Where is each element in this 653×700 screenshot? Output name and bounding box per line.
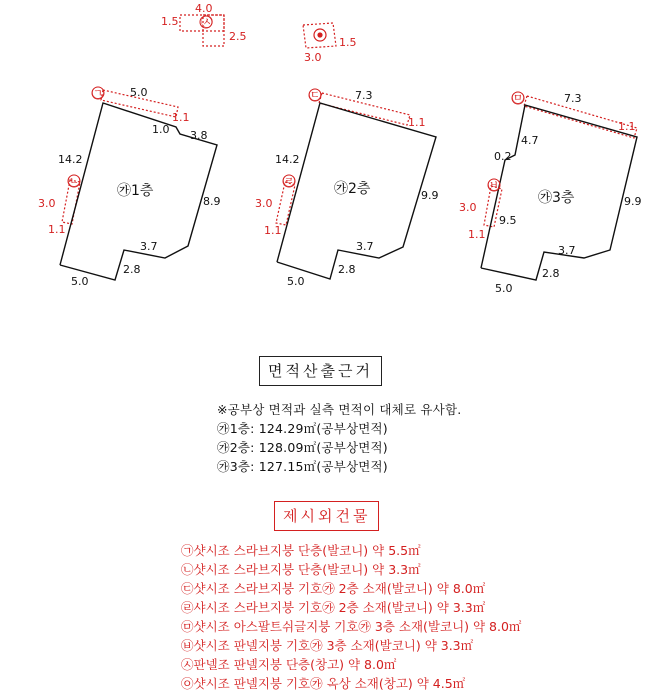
floor-plan-drawing <box>0 0 653 310</box>
plan-1-dim-top-ext: 1.1 <box>172 111 190 124</box>
storage-a-dim-left: 1.5 <box>161 15 179 28</box>
balcony-1-b-mark: ㉡ <box>68 174 81 188</box>
plan-floor-3 <box>459 91 642 295</box>
storage-a-dim-top: 4.0 <box>195 2 213 15</box>
plan-2-dim-notch-top: 3.7 <box>356 240 374 253</box>
excluded-item-8: ㉧샷시조 판넬지붕 기호㉮ 옥상 소재(창고) 약 4.5㎡ <box>181 676 466 691</box>
plan-1-dim-notch-top: 3.7 <box>140 240 158 253</box>
storage-b-dim-bottom: 3.0 <box>304 51 322 64</box>
plan-1-dim-balcony-depth: 1.1 <box>48 223 66 236</box>
plan-1-dim-step: 1.0 <box>152 123 170 136</box>
plan-2-dim-notch-side: 2.8 <box>338 263 356 276</box>
plan-3-dim-balcony-len: 3.0 <box>459 201 477 214</box>
plan-2-dim-balcony-depth: 1.1 <box>264 224 282 237</box>
excluded-item-4: ㉣샤시조 스라브지붕 기호㉮ 2층 소재(발코니) 약 3.3㎡ <box>181 600 486 615</box>
plan-3-dim-left: 9.5 <box>499 214 517 227</box>
area-basis-title: 면적산출근거 <box>259 356 382 386</box>
plan-3-dim-top: 7.3 <box>564 92 582 105</box>
storage-b <box>303 23 357 64</box>
excluded-item-1: ㉠샷시조 스라브지붕 단층(발코니) 약 5.5㎡ <box>181 543 421 558</box>
excluded-item-3: ㉢샷시조 스라브지붕 기호㉮ 2층 소재(발코니) 약 8.0㎡ <box>181 581 486 596</box>
plan-2-label: ㉮2층 <box>334 181 371 197</box>
plan-floor-2 <box>255 88 439 288</box>
plan-2-dim-balcony-len: 3.0 <box>255 197 273 210</box>
plan-1-dim-left: 14.2 <box>58 153 83 166</box>
excluded-buildings-title: 제시외건물 <box>274 501 379 531</box>
balcony-2-a-mark: ㉢ <box>309 88 322 102</box>
balcony-1-a-mark: ㉠ <box>92 86 105 100</box>
plan-1-dim-right: 8.9 <box>203 195 221 208</box>
plan-3-dim-balcony-depth: 1.1 <box>468 228 486 241</box>
plan-3-label: ㉮3층 <box>538 190 575 206</box>
plan-2-dim-right: 9.9 <box>421 189 439 202</box>
plan-1-dim-notch-side: 2.8 <box>123 263 141 276</box>
plan-3-dim-notch-top: 3.7 <box>558 244 576 257</box>
storage-b-dim-right: 1.5 <box>339 36 357 49</box>
area-basis-line-2: ㉮2층: 128.09㎡(공부상면적) <box>217 440 388 455</box>
balcony-2-b-mark: ㉣ <box>283 174 296 188</box>
plan-3-dim-right: 9.9 <box>624 195 642 208</box>
balcony-3-a-mark: ㉤ <box>512 91 525 105</box>
storage-b-mark-dot <box>317 32 322 37</box>
plan-3-dim-top-ext: 1.1 <box>618 120 636 133</box>
storage-a <box>161 2 247 46</box>
plan-1-dim-bottom: 5.0 <box>71 275 89 288</box>
plan-2-dim-bottom: 5.0 <box>287 275 305 288</box>
plan-3-dim-bottom: 5.0 <box>495 282 513 295</box>
area-basis-line-3: ㉮3층: 127.15㎡(공부상면적) <box>217 459 388 474</box>
plan-2-dim-left: 14.2 <box>275 153 300 166</box>
plan-1-label: ㉮1층 <box>117 183 154 199</box>
excluded-item-2: ㉡샷시조 스라브지붕 단층(발코니) 약 3.3㎡ <box>181 562 421 577</box>
plan-1-dim-balcony-len: 3.0 <box>38 197 56 210</box>
plan-2-dim-top-ext: 1.1 <box>408 116 426 129</box>
plan-3-dim-upper-left: 4.7 <box>521 134 539 147</box>
plan-2-dim-top: 7.3 <box>355 89 373 102</box>
plan-3-dim-notch-side: 2.8 <box>542 267 560 280</box>
plan-3-dim-step: 0.2 <box>494 150 512 163</box>
area-basis-line-1: ㉮1층: 124.29㎡(공부상면적) <box>217 421 388 436</box>
excluded-item-5: ㉤샷시조 아스팔트쉬글지붕 기호㉮ 3층 소재(발코니) 약 8.0㎡ <box>181 619 522 634</box>
area-basis-note: ※공부상 면적과 실측 면적이 대체로 유사함. <box>217 402 462 417</box>
plan-1-dim-right-top: 3.8 <box>190 129 208 142</box>
plan-1-dim-top: 5.0 <box>130 86 148 99</box>
excluded-item-7: ㉦판넬조 판넬지붕 단층(창고) 약 8.0㎡ <box>181 657 397 672</box>
balcony-3-b-mark: ㉥ <box>488 178 501 192</box>
plan-floor-1 <box>38 86 221 288</box>
storage-a-dim-right: 2.5 <box>229 30 247 43</box>
excluded-item-6: ㉥샷시조 판넬지붕 기호㉮ 3층 소재(발코니) 약 3.3㎡ <box>181 638 474 653</box>
storage-a-mark: ㉦ <box>201 15 214 29</box>
